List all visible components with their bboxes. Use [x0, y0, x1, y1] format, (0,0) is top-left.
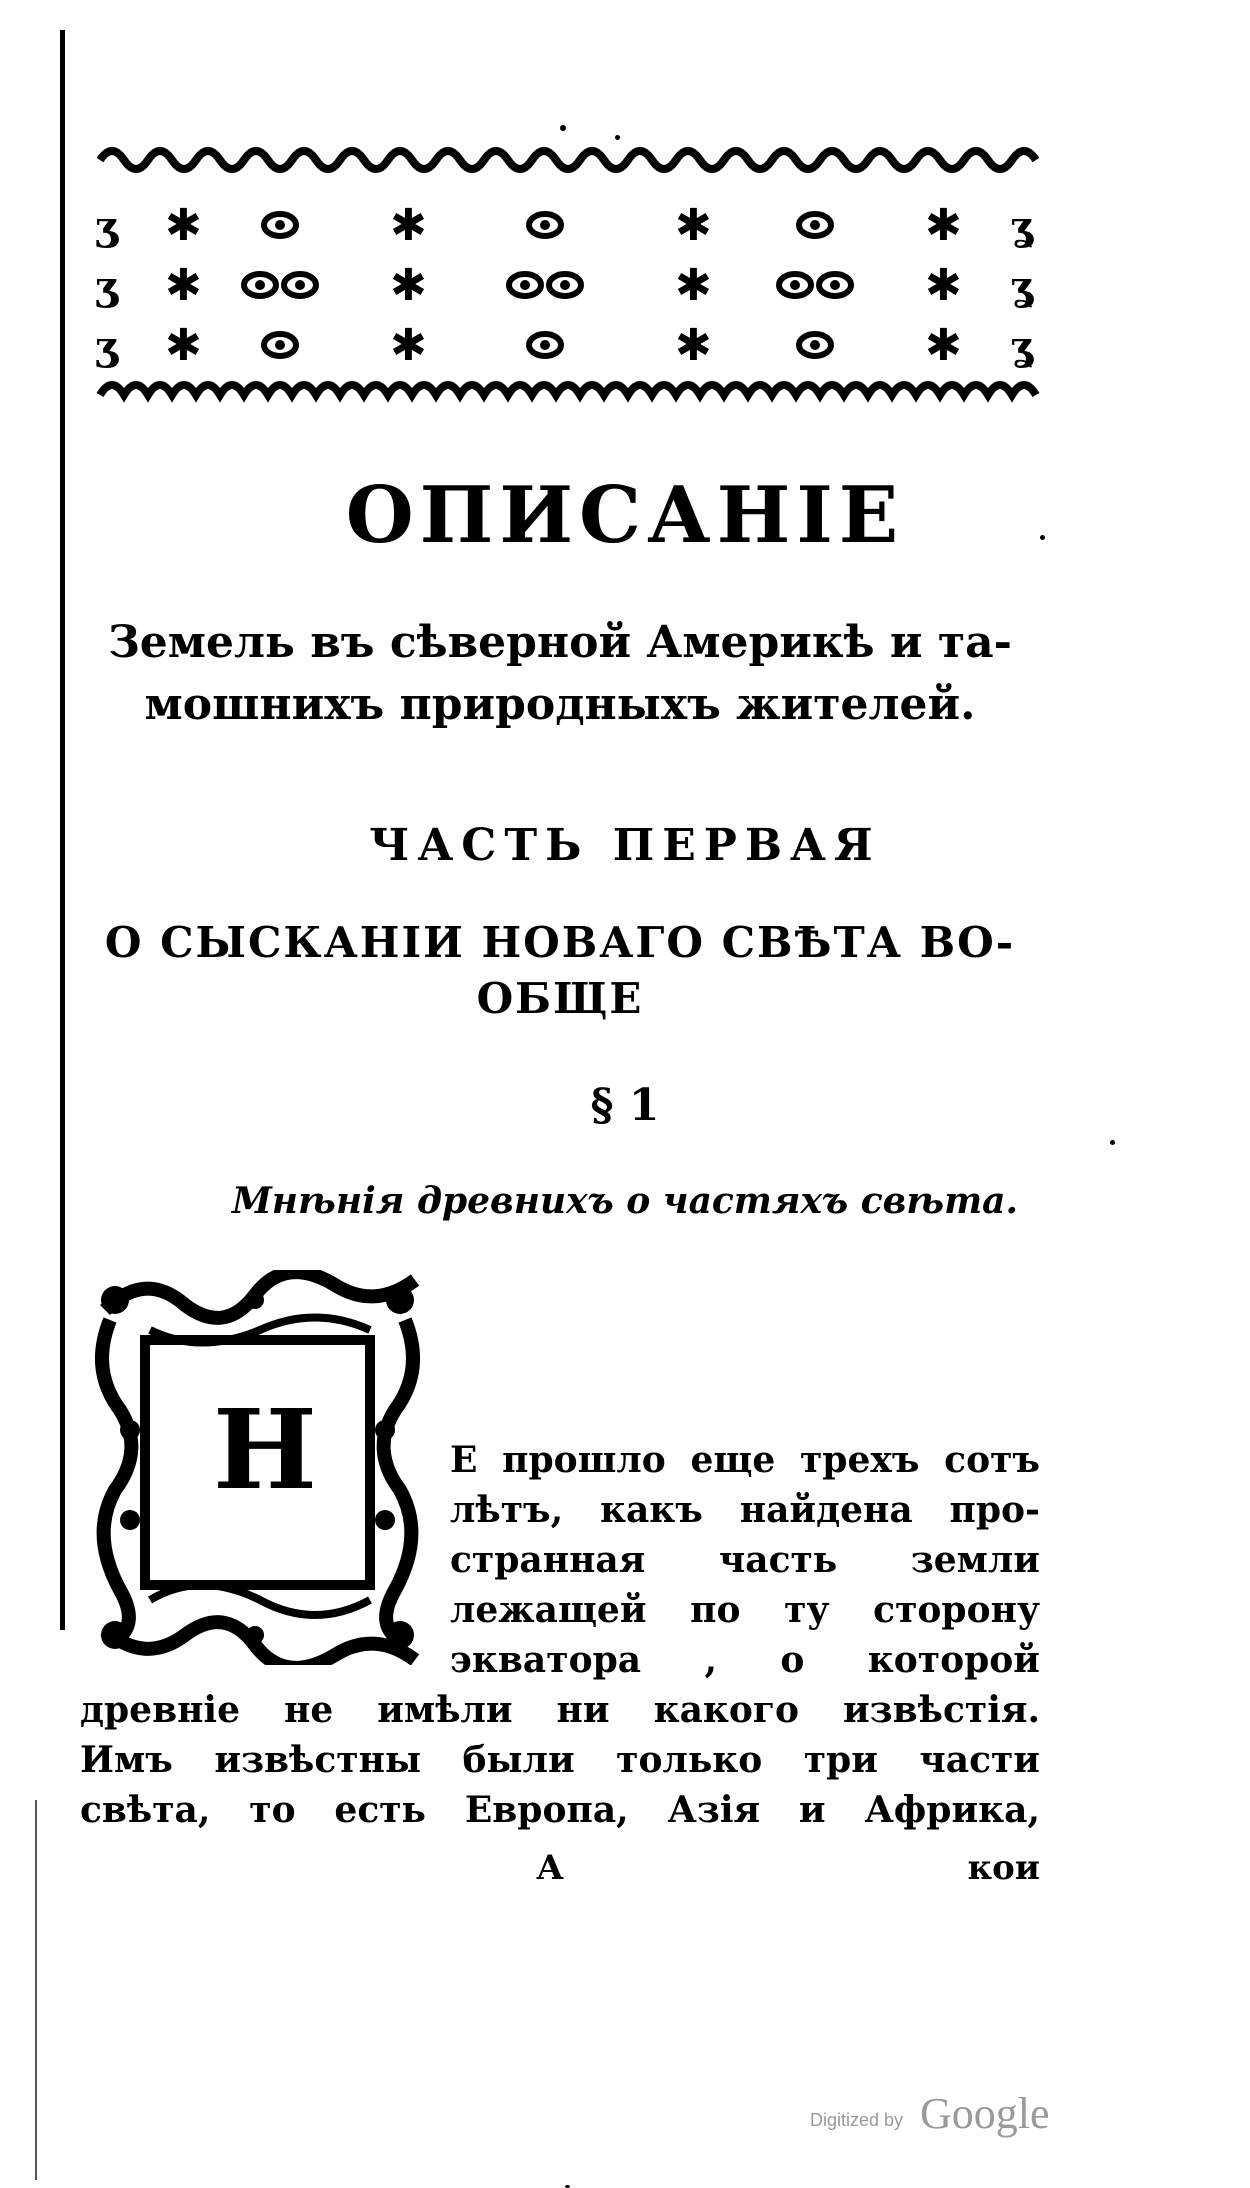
svg-text:✱: ✱	[165, 320, 202, 371]
svg-text:ʓ: ʓ	[1010, 203, 1033, 250]
svg-text:✱: ✱	[925, 200, 962, 251]
digitized-watermark	[800, 2080, 1080, 2140]
body-paragraph-indented	[450, 1435, 1040, 1685]
subtitle-line: мошнихъ природныхъ жителей.	[144, 679, 976, 730]
watermark-by: Digitized by	[810, 2110, 904, 2130]
svg-text:✱: ✱	[390, 320, 427, 371]
svg-text:ʒ: ʒ	[95, 203, 118, 250]
chapter-heading	[90, 915, 1030, 1027]
page-gutter-shadow-lower	[35, 1800, 37, 2180]
svg-text:ʒ: ʒ	[95, 323, 118, 370]
body-paragraph-full	[80, 1685, 1040, 1835]
svg-text:✱: ✱	[390, 200, 427, 251]
subtitle-line: Земель въ сѣверной Америкѣ и та-	[108, 617, 1012, 668]
part-heading: ЧАСТЬ ПЕРВАЯ	[369, 820, 881, 871]
text-line: свѣта, то есть Европа, Азія и Африка,	[80, 1789, 1040, 1831]
svg-text:✱: ✱	[675, 320, 712, 371]
text-line: лежащей по ту сторону	[450, 1589, 1040, 1631]
scan-speck	[1110, 1140, 1115, 1145]
svg-text:✱: ✱	[165, 200, 202, 251]
text-line: древніе не имѣли ни какого извѣстія.	[80, 1689, 1040, 1731]
svg-text:ʒ: ʒ	[95, 263, 118, 310]
chapter-line: О СЫСКАНІИ НОВАГО СВѢТА ВО-	[104, 918, 1016, 967]
svg-text:✱: ✱	[390, 260, 427, 311]
svg-text:✱: ✱	[925, 320, 962, 371]
scan-speck	[560, 125, 566, 131]
dropcap-letter: Н	[213, 1385, 317, 1514]
catchword: кои	[967, 1848, 1040, 1888]
svg-text:✱: ✱	[675, 200, 712, 251]
scan-speck	[1040, 535, 1045, 540]
page-subtitle	[80, 612, 1040, 736]
section-heading: Мнѣнія древнихъ о частяхъ свѣта.	[231, 1180, 1019, 1222]
scan-speck	[615, 135, 620, 140]
text-line: Имъ извѣстны были только три части	[80, 1739, 1040, 1781]
chapter-line: ОБЩЕ	[476, 974, 644, 1023]
watermark-brand: Google	[920, 2089, 1050, 2138]
text-line: лѣтъ, какъ найдена про-	[450, 1489, 1040, 1531]
svg-text:ʓ: ʓ	[1010, 263, 1033, 310]
svg-text:✱: ✱	[165, 260, 202, 311]
text-line: странная часть земли	[450, 1539, 1040, 1581]
svg-text:✱: ✱	[675, 260, 712, 311]
page-title: ОПИСАНІЕ	[345, 470, 905, 561]
signature-mark: А	[536, 1848, 564, 1888]
header-ornament	[95, 140, 1045, 440]
section-mark: § 1	[590, 1080, 660, 1131]
text-line: экватора , о которой	[450, 1639, 1040, 1681]
text-line: Е прошло еще трехъ сотъ	[450, 1439, 1040, 1481]
svg-text:✱: ✱	[925, 260, 962, 311]
svg-text:ʓ: ʓ	[1010, 323, 1033, 370]
